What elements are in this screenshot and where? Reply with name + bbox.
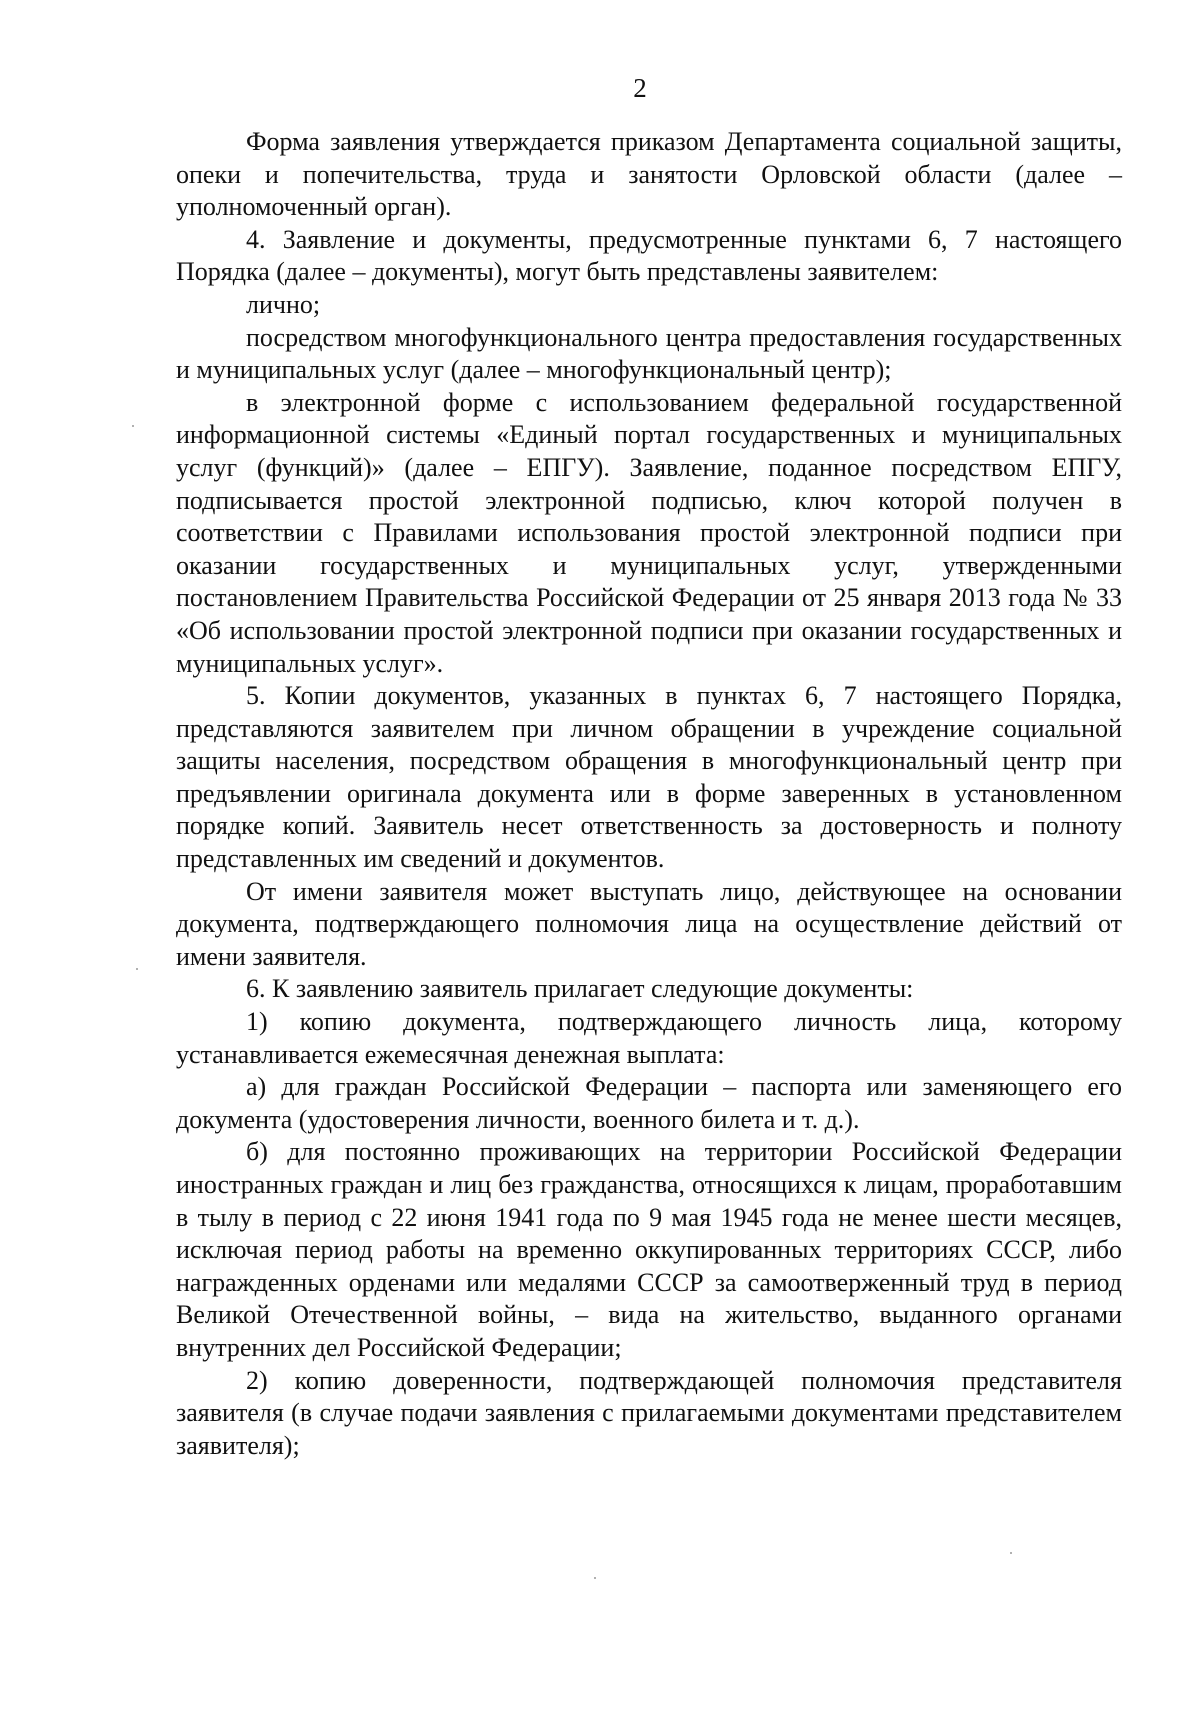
paragraph-in-person: лично;: [246, 289, 321, 319]
paragraph-application-form: Форма заявления утверждается приказом Департамента социальной защиты, опеки и попечительства, труда и занятости Орловской области (далее – уполномоченный орган).: [176, 127, 1122, 222]
document-body: [176, 126, 1122, 1462]
paragraph-item-6-1-b: б) для постоянно проживающих на территории Российской Федерации иностранных граждан и лиц без гражданства, относящихся к лицам, проработавшим в тылу в период с 22 июня 1941 года по 9 мая 1945 года не менее шести месяцев, исключая период работы на временно оккупированных территориях СССР, либо награжденных орденами или медалями СССР за самоотверженный труд в период Великой Отечественной войны, – вида на жительство, выданного органами внутренних дел Российской Федерации;: [176, 1137, 1122, 1362]
paragraph-item-6-2: 2) копию доверенности, подтверждающей полномочия представителя заявителя (в случае подачи заявления с прилагаемыми документами представителем заявителя);: [176, 1365, 1122, 1460]
paragraph-mfc: посредством многофункционального центра предоставления государственных и муниципальных услуг (далее – многофункциональный центр);: [176, 322, 1122, 385]
scan-speck: [136, 968, 138, 970]
scan-speck: [1010, 1552, 1012, 1554]
paragraph-item-4: 4. Заявление и документы, предусмотренные пунктами 6, 7 настоящего Порядка (далее – документы), могут быть представлены заявителем:: [176, 224, 1122, 287]
paragraph-item-6-1: 1) копию документа, подтверждающего личность лица, которому устанавливается ежемесячная денежная выплата:: [176, 1007, 1122, 1069]
scan-speck: [132, 425, 134, 427]
paragraph-item-5: 5. Копии документов, указанных в пунктах 6, 7 настоящего Порядка, представляются заявителем при личном обращении в учреждение социальной защиты населения, посредством обращения в многофункциональный центр при предъявлении оригинала документа или в форме заверенных в установленном порядке копий. Заявитель несет ответственность за достоверность и полноту представленных им сведений и документов.: [176, 681, 1122, 874]
paragraph-item-6-1-a: а) для граждан Российской Федерации – паспорта или заменяющего его документа (удостоверения личности, военного билета и т. д.).: [176, 1072, 1122, 1134]
paragraph-item-6: 6. К заявлению заявитель прилагает следующие документы:: [246, 974, 914, 1004]
paragraph-representative: От имени заявителя может выступать лицо, действующее на основании документа, подтверждающего полномочия лица на осуществление действий от имени заявителя.: [176, 876, 1122, 971]
page-number: 2: [633, 73, 647, 103]
paragraph-epgu: в электронной форме с использованием федеральной государственной информационной системы «Единый портал государственных и муниципальных услуг (функций)» (далее – ЕПГУ). Заявление, поданное посредством ЕПГУ, подписывается простой электронной подписью, ключ которой получен в соответствии с Правилами использования простой электронной подписи при оказании государственных и муниципальных услуг, утвержденными постановлением Правительства Российской Федерации от 25 января 2013 года № 33 «Об использовании простой электронной подписи при оказании государственных и муниципальных услуг».: [176, 387, 1122, 678]
scan-speck: [594, 1577, 596, 1579]
